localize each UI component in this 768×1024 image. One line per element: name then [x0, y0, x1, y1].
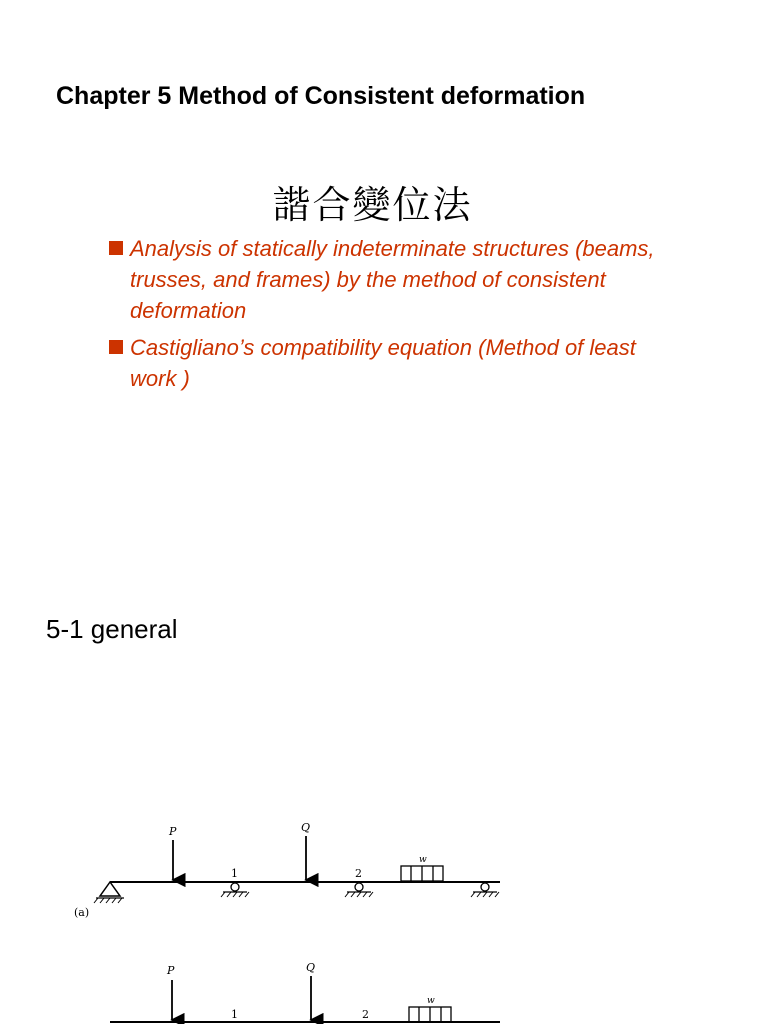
- square-bullet-icon: [109, 340, 123, 354]
- bullet-text: Analysis of statically indeterminate structures (beams, trusses, and frames) by the method of consistent deformation: [130, 236, 655, 323]
- point-1-label: 1: [231, 1008, 238, 1021]
- bullet-text: Castigliano’s compatibility equation (Method of least work ): [130, 335, 636, 391]
- point-2-label: 2: [362, 1008, 369, 1021]
- section-heading: 5-1 general: [46, 614, 178, 644]
- chinese-title: 諧合變位法: [272, 183, 473, 227]
- support-1-label: 1: [231, 867, 238, 880]
- load-w-label: w: [427, 996, 435, 1006]
- distributed-load-icon: [401, 866, 443, 881]
- beam-a: [74, 821, 500, 919]
- bullet-list: [108, 233, 668, 400]
- roller-support-end-icon: [471, 883, 499, 897]
- beam-diagram: [60, 810, 520, 1024]
- load-p-label: P: [167, 964, 175, 977]
- load-p-label: P: [169, 825, 177, 838]
- diagram-a-caption: (a): [74, 906, 90, 919]
- square-bullet-icon: [109, 241, 123, 255]
- bullet-item: [108, 332, 668, 394]
- slide-title: Chapter 5 Method of Consistent deformation: [56, 82, 586, 110]
- roller-support-2-icon: [345, 883, 373, 897]
- distributed-load-icon: [409, 1007, 451, 1022]
- roller-support-1-icon: [221, 883, 249, 897]
- load-w-label: w: [419, 855, 427, 865]
- load-q-label: Q: [306, 961, 316, 974]
- bullet-item: [108, 233, 668, 326]
- pin-support-icon: [94, 882, 124, 903]
- load-q-label: Q: [301, 821, 311, 834]
- beam-b: [110, 961, 500, 1022]
- support-2-label: 2: [355, 867, 362, 880]
